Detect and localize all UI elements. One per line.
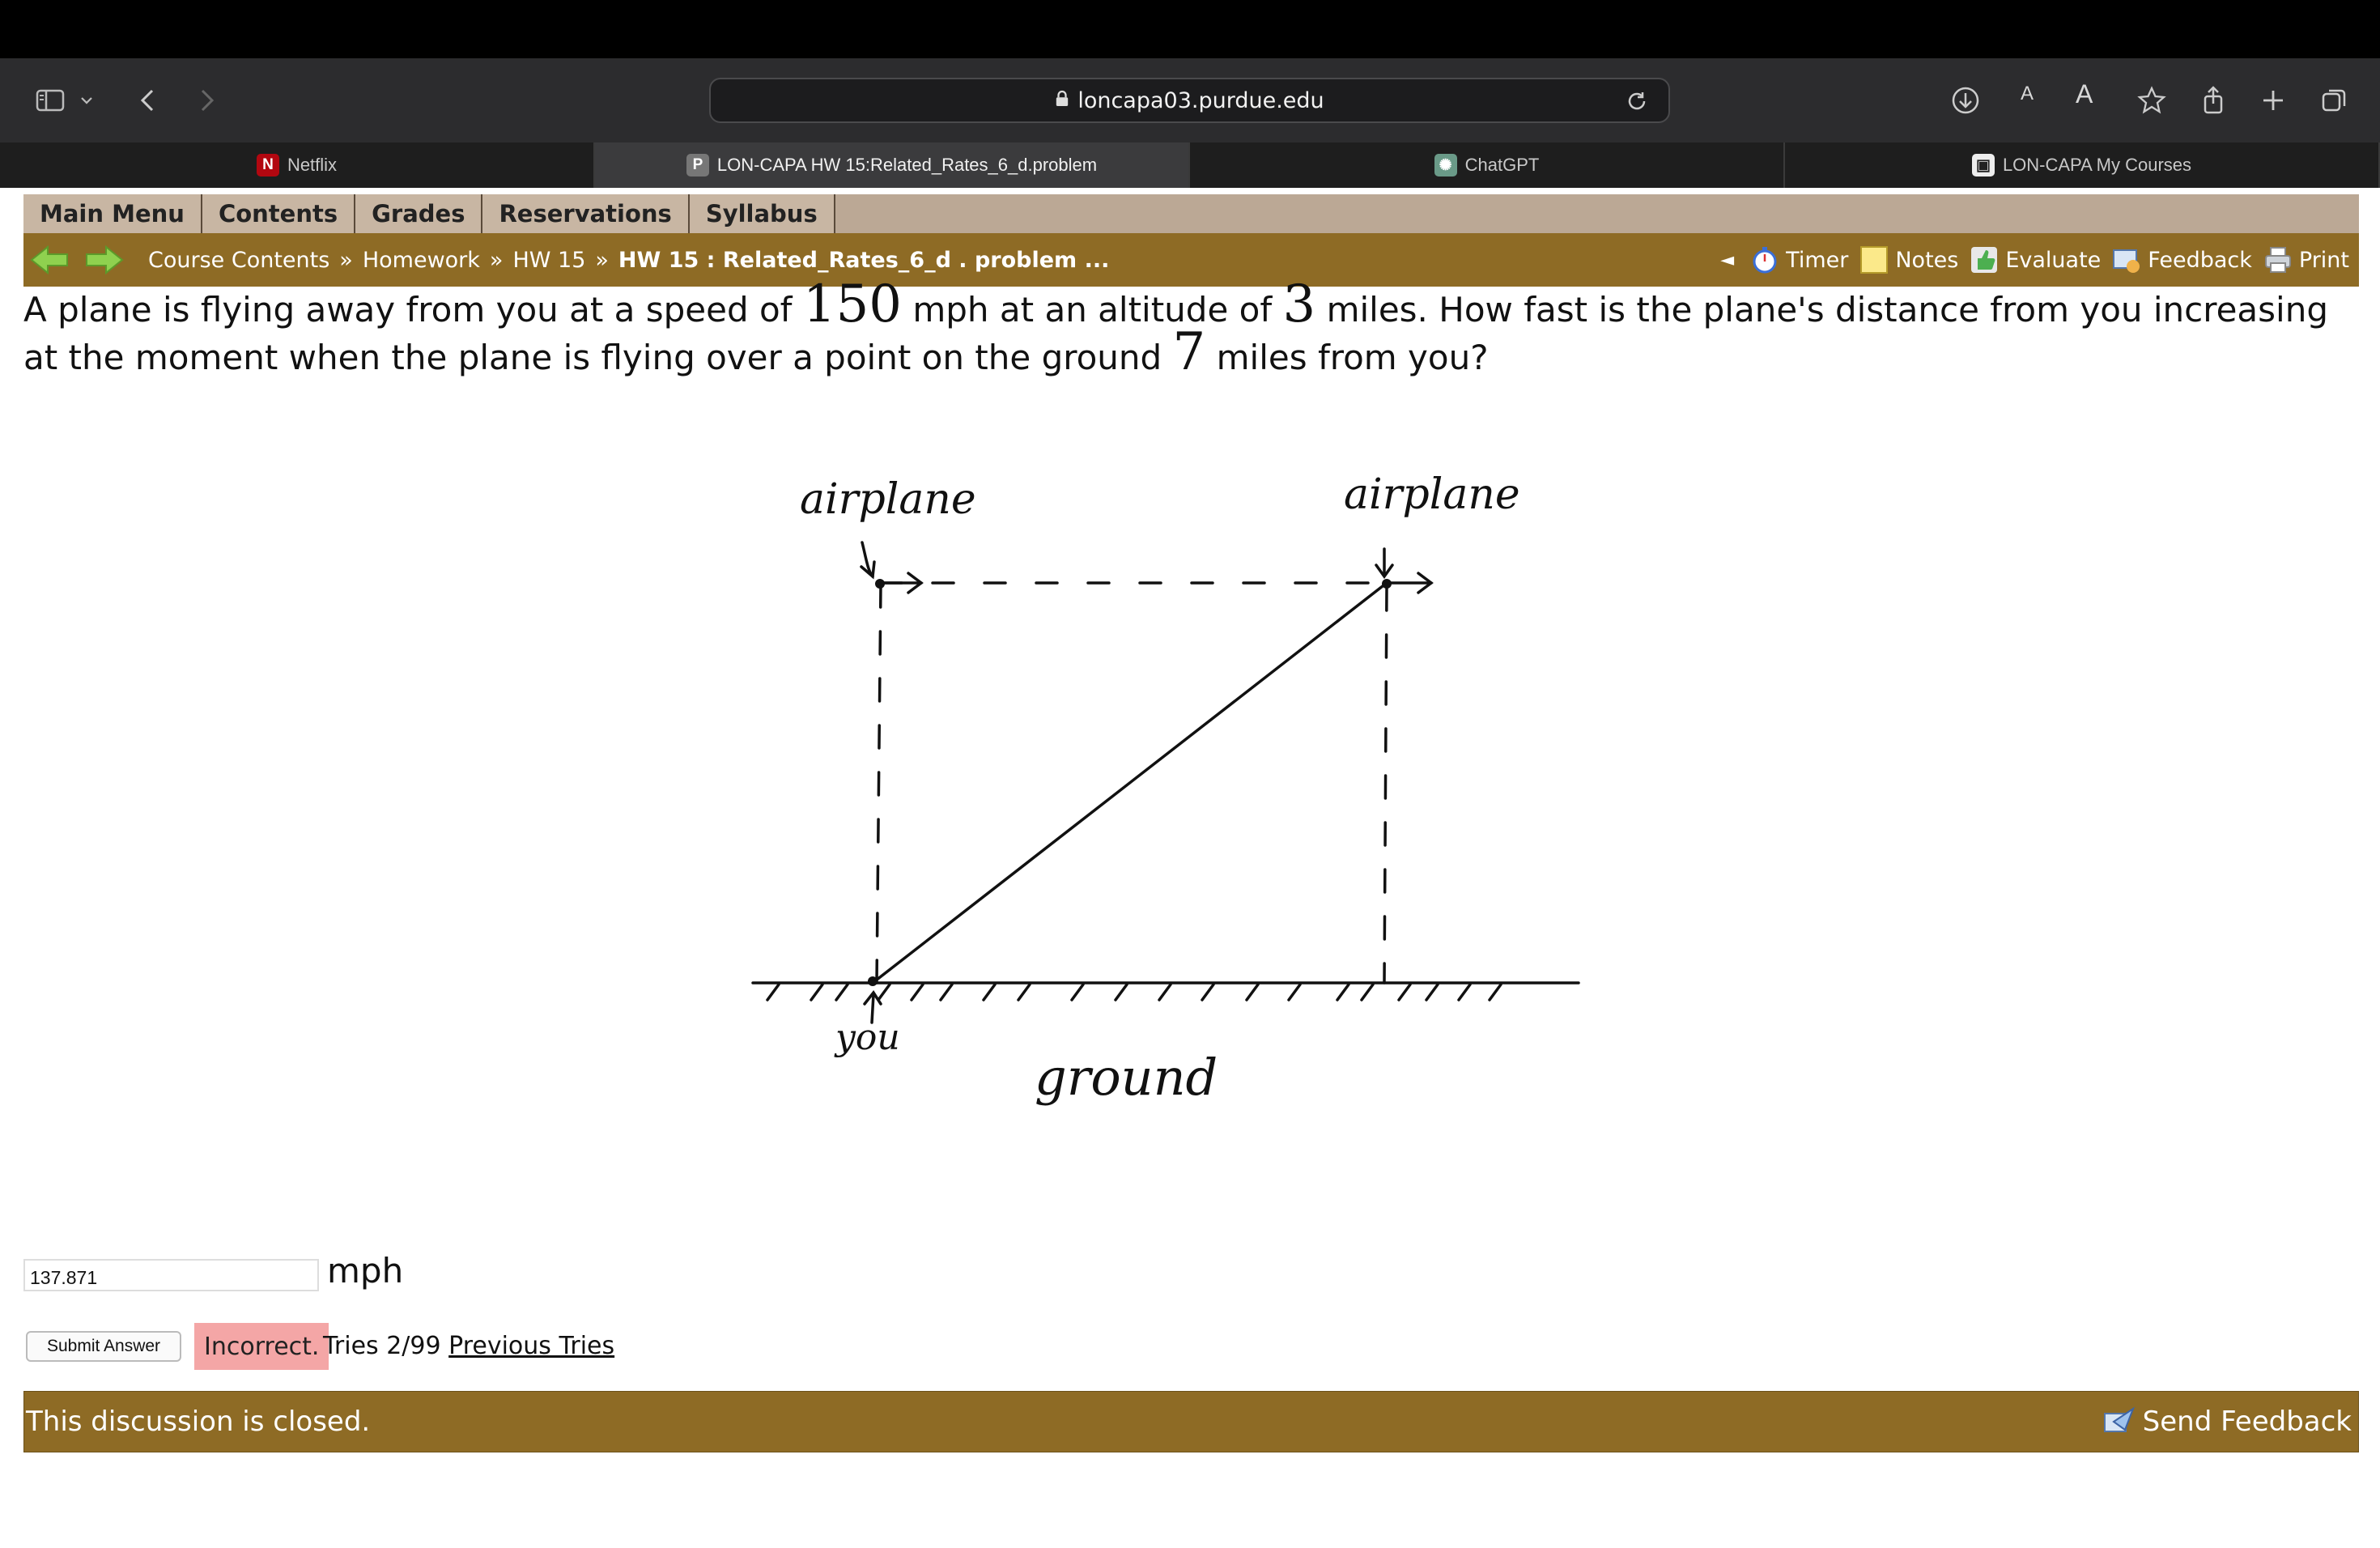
tab-chatgpt[interactable] — [1190, 142, 1785, 188]
notes-label: Notes — [1895, 247, 1959, 273]
menu-contents[interactable]: Contents — [202, 194, 355, 233]
tries-count: Tries 2/99 — [323, 1332, 441, 1360]
new-tab-icon[interactable] — [2252, 79, 2294, 121]
discussion-closed-text: This discussion is closed. — [26, 1406, 371, 1438]
sidebar-icon[interactable] — [29, 79, 71, 121]
send-feedback-link[interactable] — [2102, 1406, 2352, 1438]
label-airplane-right: airplane — [1344, 470, 1520, 519]
breadcrumb-homework[interactable]: Homework — [362, 247, 480, 273]
tries-info — [323, 1332, 614, 1360]
menu-syllabus[interactable]: Syllabus — [690, 194, 835, 233]
left-dashed-vertical — [877, 585, 881, 983]
text-smaller-button[interactable]: A — [2021, 83, 2034, 104]
tab-label: ChatGPT — [1464, 155, 1540, 175]
problem-altitude-value: 3 — [1282, 274, 1316, 334]
reload-icon[interactable] — [1623, 87, 1651, 115]
lock-icon — [1055, 88, 1069, 113]
stopwatch-icon — [1750, 245, 1779, 274]
bookmark-star-icon[interactable] — [2131, 79, 2173, 121]
text-larger-button[interactable]: A — [2076, 79, 2093, 108]
next-arrow-icon[interactable] — [85, 244, 124, 276]
tab-overview-icon[interactable] — [2314, 79, 2356, 121]
chevron-down-icon[interactable] — [74, 79, 99, 121]
breadcrumb-current: HW 15 : Related_Rates_6_d . problem ... — [618, 247, 1110, 273]
menu-reservations[interactable]: Reservations — [482, 194, 689, 233]
tab-netflix[interactable] — [0, 142, 595, 188]
answer-unit: mph — [327, 1251, 404, 1291]
feedback-icon — [2112, 245, 2141, 274]
thumbs-up-icon — [1970, 245, 1999, 274]
tab-loncapa-courses[interactable] — [1785, 142, 2380, 188]
breadcrumb-separator: » — [339, 247, 353, 273]
label-you: you — [835, 1017, 900, 1058]
label-ground: ground — [1035, 1048, 1218, 1107]
menu-main-menu[interactable]: Main Menu — [23, 194, 202, 233]
menu-grades[interactable]: Grades — [355, 194, 482, 233]
notes-icon — [1859, 245, 1889, 274]
breadcrumb-hw15[interactable]: HW 15 — [512, 247, 586, 273]
printer-icon — [2263, 245, 2293, 274]
send-feedback-label: Send Feedback — [2142, 1406, 2352, 1438]
navigation-bar — [23, 233, 2359, 287]
back-icon[interactable] — [128, 79, 170, 121]
address-bar[interactable] — [709, 78, 1670, 123]
answer-input[interactable]: 137.871 — [23, 1259, 319, 1291]
netflix-icon: N — [257, 154, 279, 176]
problem-text: miles. How fast is the plane's distance from you increasing at the moment when the plane is flying over a point on the ground — [23, 290, 2328, 377]
loncapa-courses-icon: ▣ — [1972, 154, 1995, 176]
tab-bar — [0, 142, 2380, 188]
print-button[interactable] — [2263, 245, 2349, 274]
problem-text: miles from you? — [1216, 338, 1489, 377]
send-feedback-icon — [2102, 1406, 2135, 1438]
timer-button[interactable] — [1750, 245, 1848, 274]
url-text: loncapa03.purdue.edu — [1077, 87, 1324, 113]
you-dot — [868, 976, 878, 986]
collapse-toggle[interactable]: ◄ — [1720, 249, 1735, 270]
problem-statement — [23, 274, 2363, 382]
label-airplane-left: airplane — [800, 475, 976, 524]
discussion-bar — [23, 1391, 2359, 1452]
timer-label: Timer — [1786, 247, 1849, 273]
evaluate-button[interactable] — [1970, 245, 2101, 274]
evaluate-label: Evaluate — [2005, 247, 2102, 273]
previous-arrow-icon[interactable] — [30, 244, 69, 276]
tab-label: Netflix — [287, 155, 338, 175]
tab-loncapa-problem[interactable] — [595, 142, 1190, 188]
main-menu-bar — [23, 194, 2359, 233]
forward-icon[interactable] — [185, 79, 227, 121]
hypotenuse-line — [873, 583, 1387, 983]
tab-label: LON-CAPA My Courses — [2002, 155, 2192, 175]
submit-answer-button[interactable]: Submit Answer — [26, 1331, 181, 1362]
incorrect-badge: Incorrect. — [194, 1323, 329, 1370]
right-plane-dot — [1382, 579, 1392, 589]
problem-text: A plane is flying away from you at a speed of — [23, 290, 793, 330]
loncapa-icon: P — [686, 154, 709, 176]
nav-tools — [1720, 233, 2349, 287]
problem-text: mph at an altitude of — [912, 290, 1273, 330]
problem-speed-value: 150 — [802, 274, 902, 334]
share-icon[interactable] — [2192, 79, 2234, 121]
breadcrumb-separator: » — [595, 247, 609, 273]
breadcrumb-course-contents[interactable]: Course Contents — [148, 247, 330, 273]
feedback-label: Feedback — [2148, 247, 2252, 273]
notes-button[interactable] — [1859, 245, 1958, 274]
feedback-button[interactable] — [2112, 245, 2252, 274]
browser-toolbar — [0, 58, 2380, 142]
breadcrumb-separator: » — [489, 247, 504, 273]
problem-distance-value: 7 — [1172, 322, 1206, 382]
breadcrumb — [148, 248, 1109, 273]
previous-tries-link[interactable]: Previous Tries — [448, 1332, 615, 1360]
chatgpt-icon: ✺ — [1434, 154, 1457, 176]
download-icon[interactable] — [1944, 79, 1987, 121]
print-label: Print — [2298, 247, 2349, 273]
plane-diagram — [729, 453, 1660, 1158]
screen-top-bar — [0, 0, 2380, 58]
left-plane-dot — [875, 579, 885, 589]
tab-label: LON-CAPA HW 15:Related_Rates_6_d.problem — [716, 155, 1098, 175]
right-dashed-vertical — [1384, 588, 1387, 983]
